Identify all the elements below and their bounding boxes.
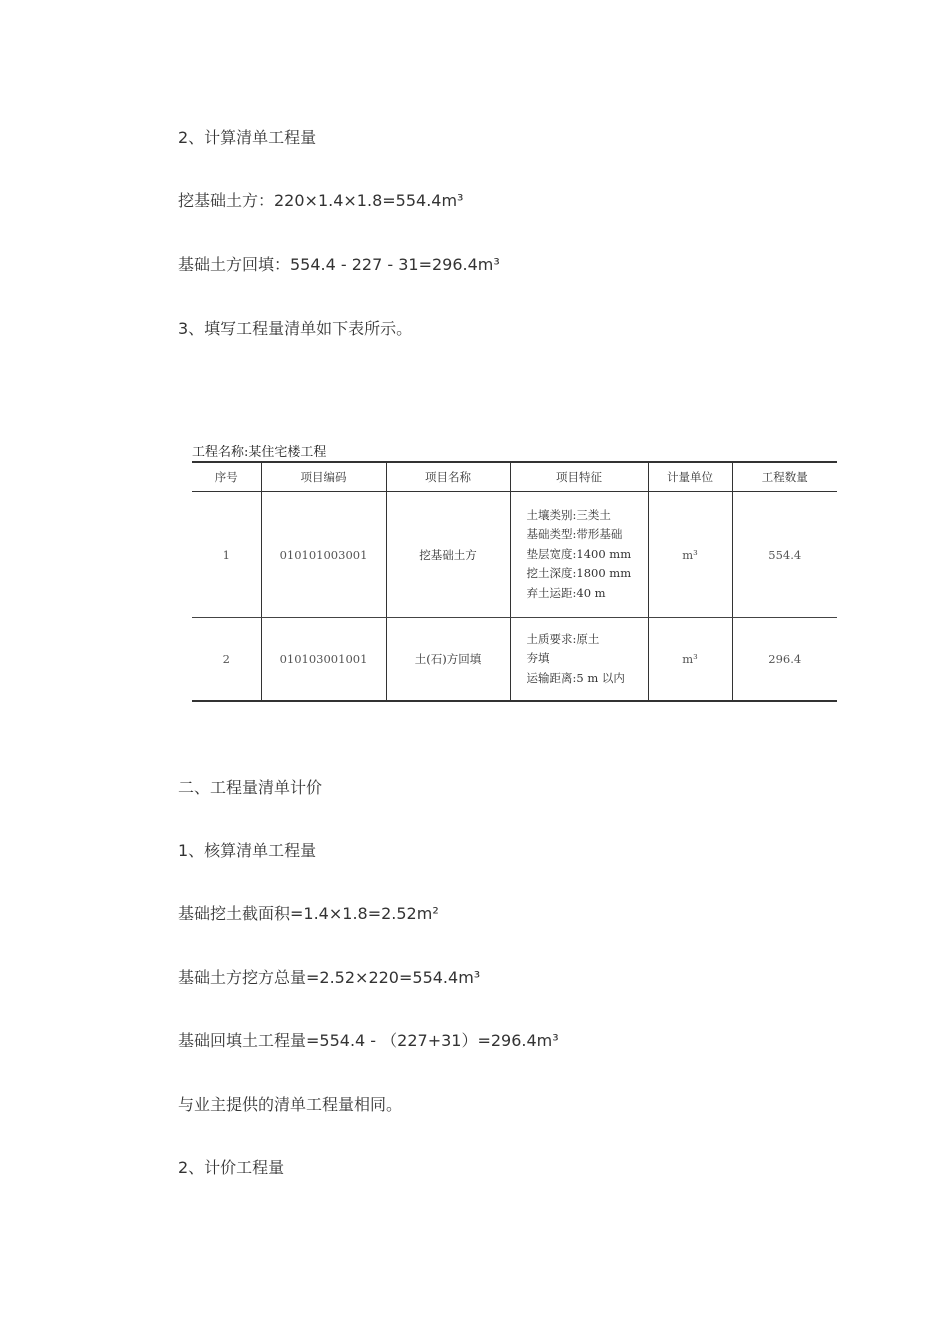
feature-line: 土壤类别:三类土 <box>526 507 611 522</box>
cell-name: 挖基础土方 <box>386 492 510 618</box>
section-area-formula: 基础挖土截面积=1.4×1.8=2.52m² <box>178 904 439 923</box>
cell-features <box>510 492 648 618</box>
feature-line: 土质要求:原土 <box>526 631 600 646</box>
total-excavation-formula: 基础土方挖方总量=2.52×220=554.4m³ <box>178 968 481 987</box>
table-caption: 工程名称:某住宅楼工程 <box>192 445 327 460</box>
cell-no: 1 <box>192 492 261 618</box>
feature-line: 挖土深度:1800 mm <box>526 566 632 581</box>
backfill-formula: 基础土方回填：554.4 - 227 - 31=296.4m³ <box>178 255 500 274</box>
feature-line: 夯填 <box>526 651 550 666</box>
table-header-row <box>192 462 837 492</box>
cell-code: 010101003001 <box>261 492 386 618</box>
conclusion-text: 与业主提供的清单工程量相同。 <box>178 1095 403 1114</box>
bill-of-quantities-table <box>192 461 837 702</box>
header-unit: 计量单位 <box>648 462 732 492</box>
section-heading-bill-pricing: 二、工程量清单计价 <box>178 778 323 797</box>
feature-line: 基础类型:带形基础 <box>526 527 623 542</box>
feature-line: 垫层宽度:1400 mm <box>526 546 632 561</box>
cell-features <box>510 618 648 702</box>
cell-no: 2 <box>192 618 261 702</box>
feature-line: 运输距离:5 m 以内 <box>526 670 625 685</box>
table-row <box>192 492 837 618</box>
excavation-formula: 挖基础土方：220×1.4×1.8=554.4m³ <box>178 191 464 210</box>
table-row <box>192 618 837 702</box>
header-name: 项目名称 <box>386 462 510 492</box>
header-code: 项目编码 <box>261 462 386 492</box>
section-heading-calc-bill-quantity: 2、计算清单工程量 <box>178 128 317 147</box>
cell-name: 土(石)方回填 <box>386 618 510 702</box>
feature-line: 弃土运距:40 m <box>526 585 606 600</box>
section-heading-fill-bill: 3、填写工程量清单如下表所示。 <box>178 319 413 338</box>
backfill-quantity-formula: 基础回填土工程量=554.4 - （227+31）=296.4m³ <box>178 1031 559 1050</box>
header-qty: 工程数量 <box>732 462 837 492</box>
header-no: 序号 <box>192 462 261 492</box>
cell-qty: 554.4 <box>732 492 837 618</box>
header-features: 项目特征 <box>510 462 648 492</box>
cell-unit: m³ <box>648 618 732 702</box>
cell-qty: 296.4 <box>732 618 837 702</box>
cell-unit: m³ <box>648 492 732 618</box>
subheading-pricing-quantity: 2、计价工程量 <box>178 1158 285 1177</box>
subheading-verify-quantity: 1、核算清单工程量 <box>178 841 317 860</box>
cell-code: 010103001001 <box>261 618 386 702</box>
